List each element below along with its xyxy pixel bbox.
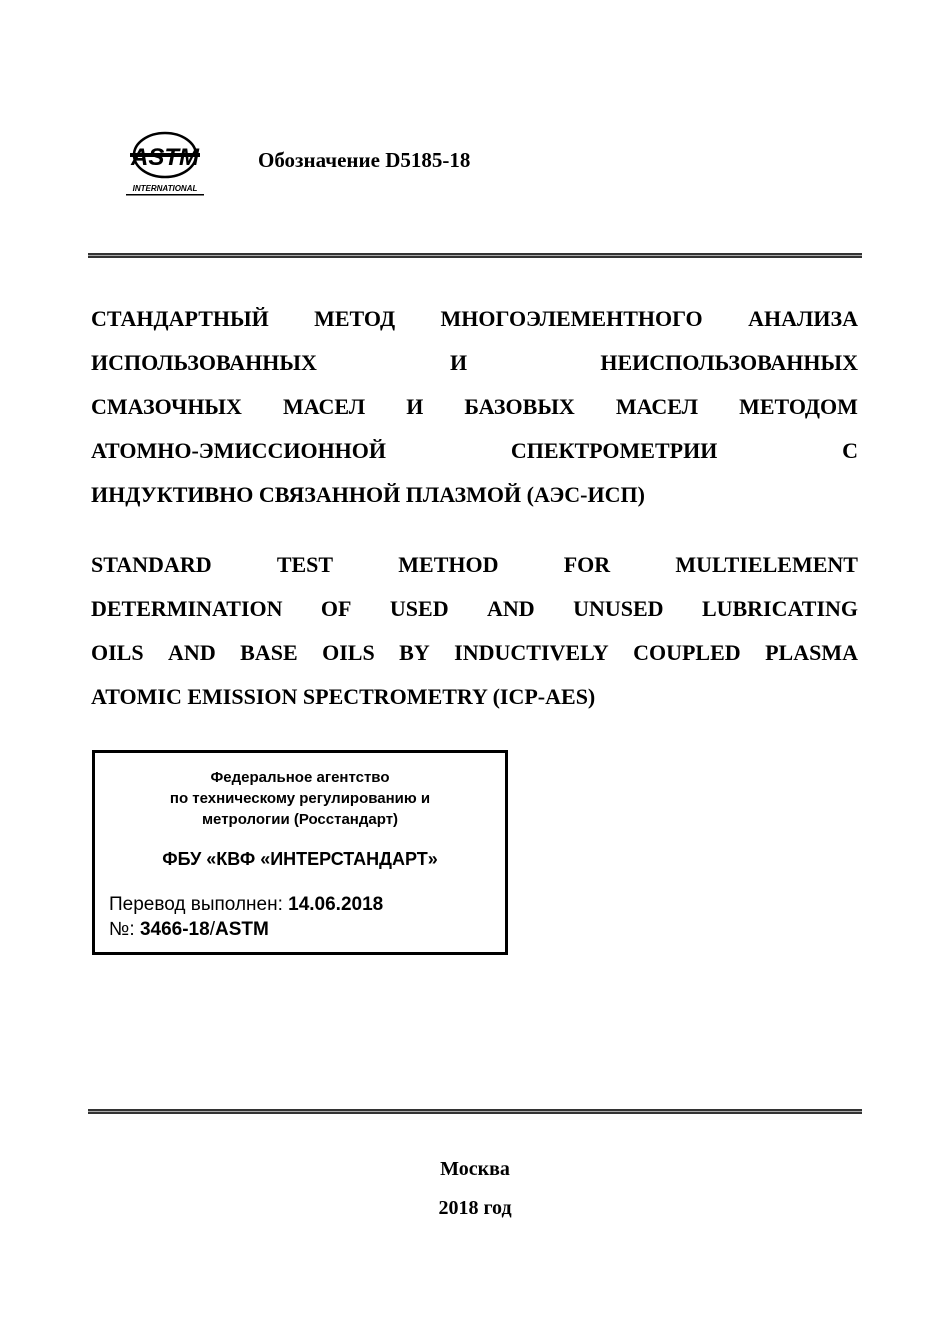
english-title-line: [91, 587, 858, 631]
russian-title-line: [91, 385, 858, 429]
title-word: БАЗОВЫХ: [464, 394, 575, 419]
english-title-line: [91, 543, 858, 587]
title-word: BY: [399, 640, 430, 665]
title-word: МЕТОДОМ: [739, 394, 858, 419]
title-word: STANDARD: [91, 552, 212, 577]
russian-title-line: [91, 341, 858, 385]
russian-title: [91, 297, 858, 517]
title-word: МАСЕЛ: [282, 394, 366, 419]
svg-text:INTERNATIONAL: INTERNATIONAL: [132, 184, 198, 193]
bottom-divider: [88, 1109, 862, 1114]
russian-title-line: [91, 297, 858, 341]
document-designation: Обозначение D5185-18: [258, 148, 471, 172]
title-word: TEST: [276, 552, 334, 577]
title-word: ИНДУКТИВНО СВЯЗАННОЙ ПЛАЗМОЙ (АЭС-ИСП): [91, 482, 645, 507]
number-label: №:: [109, 919, 135, 940]
translation-date-row: [109, 894, 383, 916]
title-word: ИСПОЛЬЗОВАННЫХ: [91, 350, 317, 375]
title-word: НЕИСПОЛЬЗОВАННЫХ: [600, 350, 858, 375]
translation-number-row: [109, 919, 269, 941]
number-value: 3466-18: [139, 919, 210, 940]
title-word: INDUCTIVELY: [454, 640, 609, 665]
title-word: С: [842, 438, 858, 463]
title-word: PLASMA: [765, 640, 858, 665]
title-word: OILS: [91, 640, 144, 665]
title-word: И: [450, 350, 468, 375]
agency-name: [95, 767, 505, 830]
title-word: АТОМНО-ЭМИССИОННОЙ: [91, 438, 387, 463]
russian-title-line: [91, 429, 858, 473]
english-title-line: [91, 631, 858, 675]
title-word: DETERMINATION: [91, 596, 283, 621]
title-word: COUPLED: [633, 640, 741, 665]
publication-city: Москва: [440, 1158, 510, 1180]
title-word: AND: [168, 640, 216, 665]
title-word: AND: [486, 596, 535, 621]
title-word: OF: [320, 596, 352, 621]
title-word: СПЕКТРОМЕТРИИ: [510, 438, 718, 463]
title-word: MULTIELEMENT: [675, 552, 858, 577]
title-word: И: [406, 394, 424, 419]
translation-stamp: [92, 750, 508, 955]
title-word: МНОГОЭЛЕМЕНТНОГО: [440, 306, 703, 331]
title-word: USED: [389, 596, 449, 621]
agency-line: по техническому регулированию и: [169, 790, 431, 807]
title-word: UNUSED: [573, 596, 664, 621]
title-word: BASE: [240, 640, 298, 665]
title-word: FOR: [563, 552, 611, 577]
title-word: СТАНДАРТНЫЙ: [91, 306, 269, 331]
number-separator: /: [209, 919, 215, 940]
publication-year: 2018 год: [438, 1197, 512, 1219]
top-divider: [88, 253, 862, 258]
agency-line: Федеральное агентство: [210, 769, 390, 786]
english-title-line: [91, 675, 858, 719]
agency-line: метрологии (Росстандарт): [201, 811, 399, 828]
svg-text:ASTM: ASTM: [131, 144, 199, 171]
title-word: МАСЕЛ: [615, 394, 699, 419]
title-word: СМАЗОЧНЫХ: [91, 394, 242, 419]
title-word: OILS: [322, 640, 375, 665]
astm-logo: [122, 128, 208, 198]
russian-title-line: [91, 473, 858, 517]
translation-label: Перевод выполнен:: [109, 894, 283, 915]
title-word: LUBRICATING: [701, 596, 858, 621]
english-title: [91, 543, 858, 719]
title-word: МЕТОД: [314, 306, 396, 331]
organization-name: ФБУ «КВФ «ИНТЕРСТАНДАРТ»: [162, 849, 438, 869]
title-word: АНАЛИЗА: [748, 306, 858, 331]
number-suffix: ASTM: [214, 919, 269, 940]
title-word: ATOMIC EMISSION SPECTROMETRY (ICP-AES): [91, 684, 596, 709]
translation-date: 14.06.2018: [288, 894, 384, 915]
title-word: METHOD: [398, 552, 499, 577]
